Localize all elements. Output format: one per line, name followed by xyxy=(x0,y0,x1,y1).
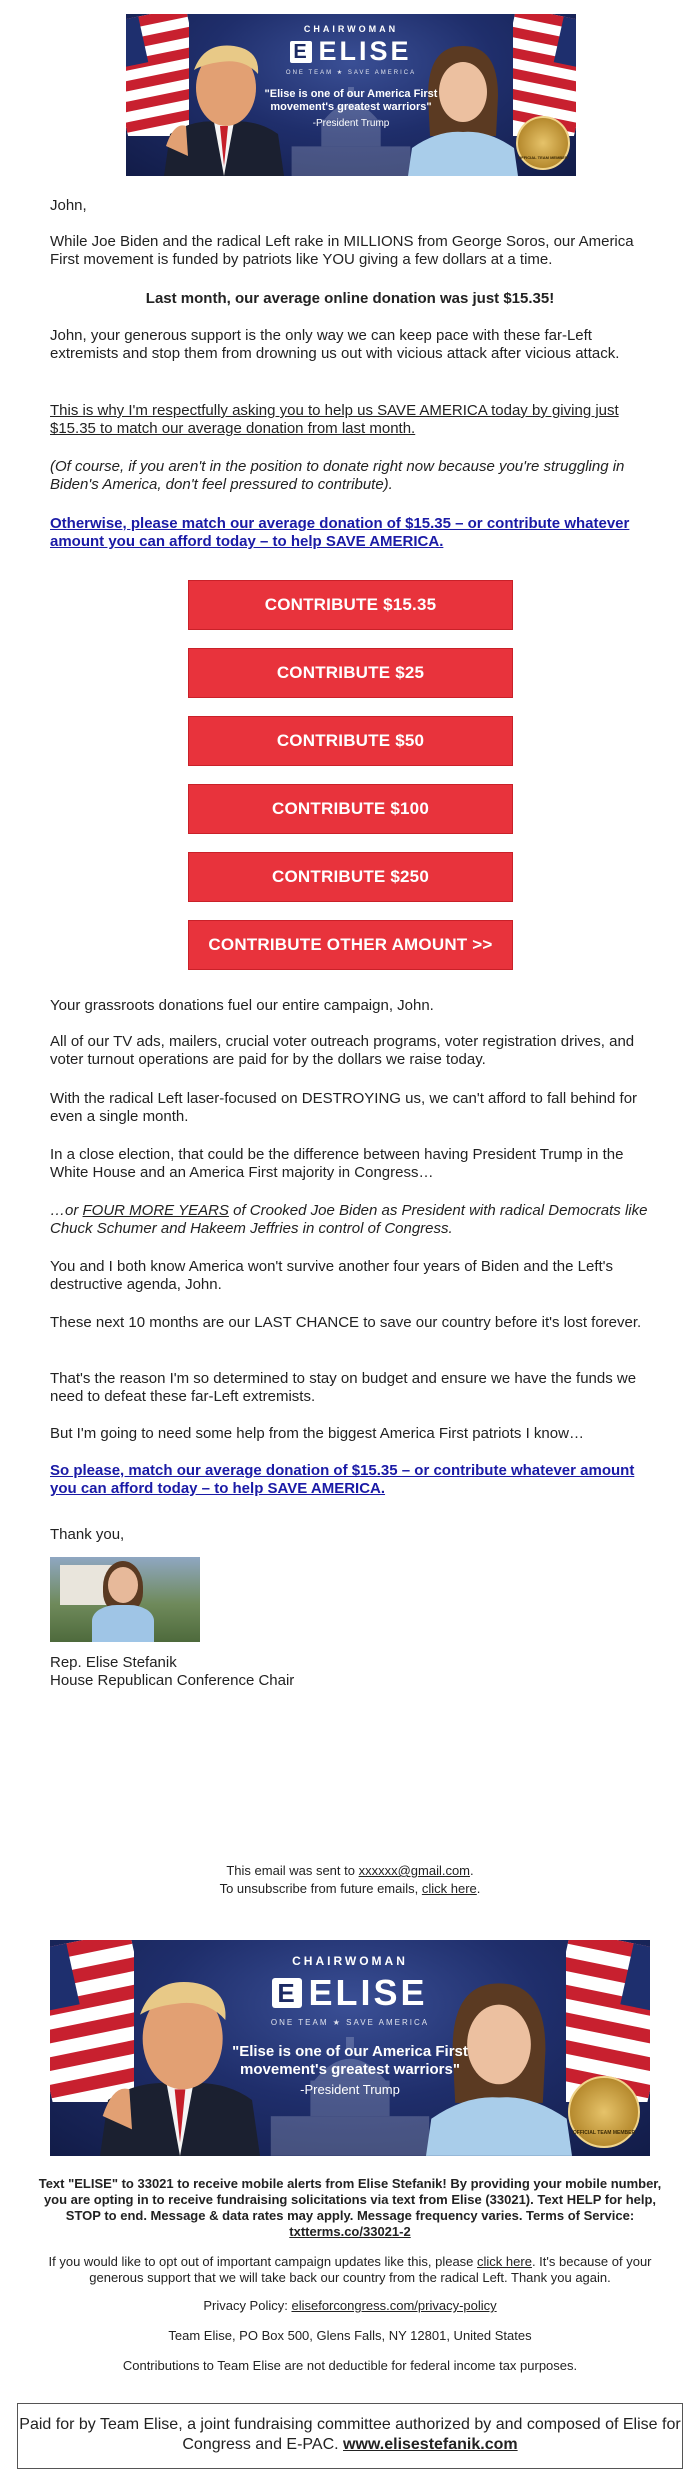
paragraph: With the radical Left laser-focused on DESTROYING us, we can't afford to fall behind for even a single month. xyxy=(50,1090,638,1125)
contribute-100-button[interactable]: CONTRIBUTE $100 xyxy=(188,784,513,834)
official-team-member-seal: OFFICIAL TEAM MEMBER xyxy=(568,2076,640,2148)
elise-name: ELISE xyxy=(308,1972,428,2013)
paragraph: Your grassroots donations fuel our entire campaign, John. xyxy=(50,997,434,1014)
privacy-label: Privacy Policy: xyxy=(203,2298,292,2313)
contribute-25-button[interactable]: CONTRIBUTE $25 xyxy=(188,648,513,698)
paragraph: While Joe Biden and the radical Left rake in MILLIONS from George Soros, our America First movement is funded by patriots like YOU giving a few dollars at a time. xyxy=(50,233,634,268)
chairwoman-label: CHAIRWOMAN xyxy=(303,24,399,34)
official-team-member-seal: OFFICIAL TEAM MEMBER xyxy=(516,116,570,170)
greeting: John, xyxy=(50,197,87,214)
donate-link[interactable]: So please, match our average donation of $15.35 – or contribute whatever amount you can afford today – to help SAVE AMERICA. xyxy=(50,1462,635,1497)
paragraph-text: …or xyxy=(50,1202,83,1219)
paragraph: John, your generous support is the only way we can keep pace with these far-Left extremists and stop them from drowning us out with vicious attack after vicious attack. xyxy=(50,327,620,362)
banner-quote: "Elise is one of our America First movement's greatest warriors" xyxy=(232,2043,468,2078)
privacy-policy-link[interactable]: eliseforcongress.com/privacy-policy xyxy=(291,2298,497,2313)
recipient-email-link[interactable]: xxxxxx@gmail.com xyxy=(358,1863,471,1878)
paragraph-text: of Crooked Joe Biden as President with radical Democrats like Chuck Schumer and Hakeem Jeffries in control of Congress. xyxy=(50,1202,648,1237)
banner-tagline: ONE TEAM ★ SAVE AMERICA xyxy=(270,2018,430,2027)
elise-wordmark xyxy=(290,36,411,67)
elise-wordmark xyxy=(272,1972,427,2014)
sent-to-text: This email was sent to xyxy=(226,1863,359,1878)
elise-brand xyxy=(225,1940,475,2097)
donate-link[interactable]: Otherwise, please match our average donation of $15.35 – or contribute whatever amount you can afford today – to help SAVE AMERICA. xyxy=(50,515,630,550)
optout-text: . It's because of your generous support that we will take back our country from the radical Left. Thank you again. xyxy=(89,2254,652,2285)
unsubscribe-link[interactable]: click here xyxy=(421,1881,477,1896)
banner-quote-attribution: -President Trump xyxy=(312,117,390,129)
signature-name: Rep. Elise Stefanik xyxy=(50,1654,177,1671)
sms-disclaimer xyxy=(30,2176,670,2240)
optout-notice xyxy=(30,2254,670,2286)
paragraph: In a close election, that could be the difference between having President Trump in the White House and an America First majority in Congress… xyxy=(50,1146,624,1181)
paragraph-italic: (Of course, if you aren't in the position to donate right now because you're struggling in Biden's America, don't feel pressured to contribute). xyxy=(50,458,625,493)
footer-banner[interactable] xyxy=(50,1940,650,2156)
contribute-50-button[interactable]: CONTRIBUTE $50 xyxy=(188,716,513,766)
contribute-250-button[interactable]: CONTRIBUTE $250 xyxy=(188,852,513,902)
paragraph: But I'm going to need some help from the biggest America First patriots I know… xyxy=(50,1425,584,1442)
chairwoman-label: CHAIRWOMAN xyxy=(292,1954,408,1968)
paragraph: You and I both know America won't survive another four years of Biden and the Left's destructive agenda, John. xyxy=(50,1258,614,1293)
paid-for-text: Paid for by Team Elise, a joint fundraising committee authorized by and composed of Elise for Congress and E-PAC. xyxy=(19,2416,681,2453)
unsubscribe-notice xyxy=(30,1881,670,1897)
paragraph-italic xyxy=(50,1202,650,1238)
mailing-address: Team Elise, PO Box 500, Glens Falls, NY 12801, United States xyxy=(168,2328,532,2343)
paragraph-underlined: This is why I'm respectfully asking you to help us SAVE AMERICA today by giving just $15.35 to match our average donation from last month. xyxy=(50,402,619,437)
paragraph: All of our TV ads, mailers, crucial voter outreach programs, voter registration drives, and voter turnout operations are paid for by the dollars we raise today. xyxy=(50,1033,635,1068)
optout-text: If you would like to opt out of important campaign updates like this, please xyxy=(48,2254,478,2269)
contribute-15-button[interactable]: CONTRIBUTE $15.35 xyxy=(188,580,513,630)
signoff: Thank you, xyxy=(50,1526,125,1543)
average-donation-headline: Last month, our average online donation was just $15.35! xyxy=(145,290,555,307)
unsubscribe-text: . xyxy=(476,1881,481,1896)
sms-disclaimer-text: Text "ELISE" to 33021 to receive mobile alerts from Elise Stefanik! By providing your mobile number, you are opting in to receive fundraising solicitations via text from Elise (33021). Text HELP for help, STOP to end. Message & data rates may apply. Message frequency varies. Terms of Service: xyxy=(38,2176,662,2223)
signature-title: House Republican Conference Chair xyxy=(50,1672,295,1689)
tax-notice: Contributions to Team Elise are not deductible for federal income tax purposes. xyxy=(122,2358,578,2373)
banner-quote-attribution: -President Trump xyxy=(300,2082,400,2098)
unsubscribe-text: To unsubscribe from future emails, xyxy=(219,1881,422,1896)
paid-for-disclaimer xyxy=(17,2403,683,2469)
elise-logo-icon: E xyxy=(290,41,312,63)
sent-to-notice xyxy=(30,1863,670,1879)
paragraph: That's the reason I'm so determined to stay on budget and ensure we have the funds we need to defeat these far-Left extremists. xyxy=(50,1370,637,1405)
elise-logo-icon: E xyxy=(272,1978,302,2008)
sent-to-text: . xyxy=(470,1863,474,1878)
privacy-policy xyxy=(30,2298,670,2314)
sms-terms-link[interactable]: txtterms.co/33021-2 xyxy=(289,2224,411,2239)
website-link[interactable]: www.elisestefanik.com xyxy=(343,2436,518,2453)
elise-brand xyxy=(256,14,446,129)
optout-link[interactable]: click here xyxy=(477,2254,532,2269)
paragraph: These next 10 months are our LAST CHANCE to save our country before it's lost forever. xyxy=(50,1314,642,1331)
banner-quote: "Elise is one of our America First movement's greatest warriors" xyxy=(264,88,438,113)
elise-name: ELISE xyxy=(318,36,412,66)
paragraph-underlined-text: FOUR MORE YEARS xyxy=(82,1202,229,1219)
signature-photo xyxy=(50,1557,200,1642)
banner-tagline: ONE TEAM ★ SAVE AMERICA xyxy=(285,70,417,76)
header-banner[interactable] xyxy=(126,14,576,176)
contribute-other-button[interactable]: CONTRIBUTE OTHER AMOUNT >> xyxy=(188,920,513,970)
